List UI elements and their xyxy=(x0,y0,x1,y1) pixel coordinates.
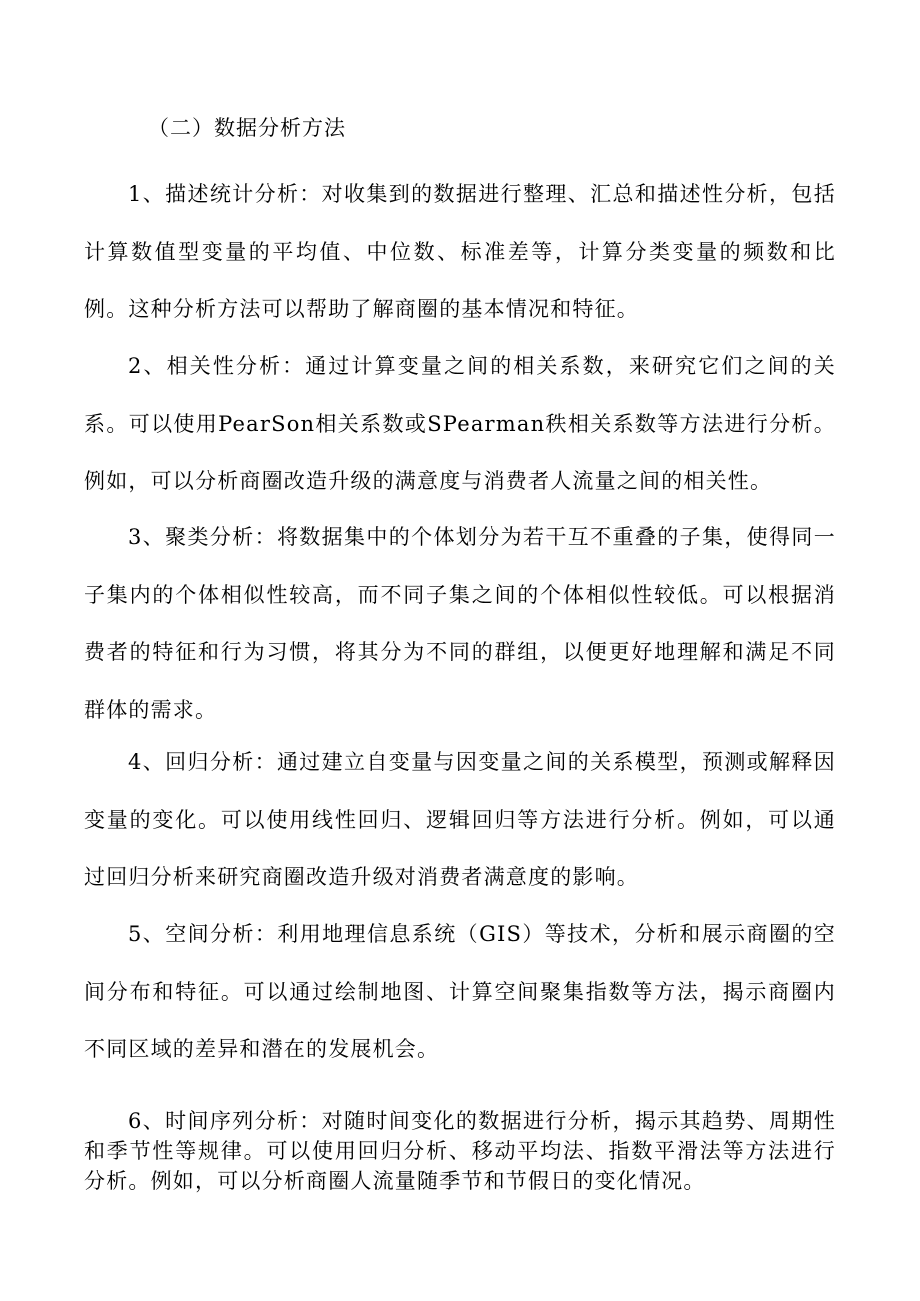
paragraph-descriptive-statistics: 1、描述统计分析：对收集到的数据进行整理、汇总和描述性分析，包括计算数值型变量的平均值、中位数、标准差等，计算分类变量的频数和比例。这种分析方法可以帮助了解商圈的基本情况和特征。 xyxy=(84,182,836,321)
section-heading: （二）数据分析方法 xyxy=(148,116,346,140)
paragraph-regression-analysis: 4、回归分析：通过建立自变量与因变量之间的关系模型，预测或解释因变量的变化。可以使用线性回归、逻辑回归等方法进行分析。例如，可以通过回归分析来研究商圈改造升级对消费者满意度的影响。 xyxy=(84,750,836,889)
paragraph-spatial-analysis: 5、空间分析：利用地理信息系统（GIS）等技术，分析和展示商圈的空间分布和特征。可以通过绘制地图、计算空间聚集指数等方法，揭示商圈内不同区域的差异和潜在的发展机会。 xyxy=(84,922,836,1061)
paragraph-cluster-analysis: 3、聚类分析：将数据集中的个体划分为若干互不重叠的子集，使得同一子集内的个体相似性较高，而不同子集之间的个体相似性较低。可以根据消费者的特征和行为习惯，将其分为不同的群组，以便更好地理解和满足不同群体的需求。 xyxy=(84,525,836,722)
paragraph-correlation-analysis: 2、相关性分析：通过计算变量之间的相关系数，来研究它们之间的关系。可以使用PearSon相关系数或SPearman秩相关系数等方法进行分析。例如，可以分析商圈改造升级的满意度与消费者人流量之间的相关性。 xyxy=(84,354,836,493)
paragraph-time-series-analysis: 6、时间序列分析：对随时间变化的数据进行分析，揭示其趋势、周期性和季节性等规律。可以使用回归分析、移动平均法、指数平滑法等方法进行分析。例如，可以分析商圈人流量随季节和节假日的变化情况。 xyxy=(84,1109,836,1193)
